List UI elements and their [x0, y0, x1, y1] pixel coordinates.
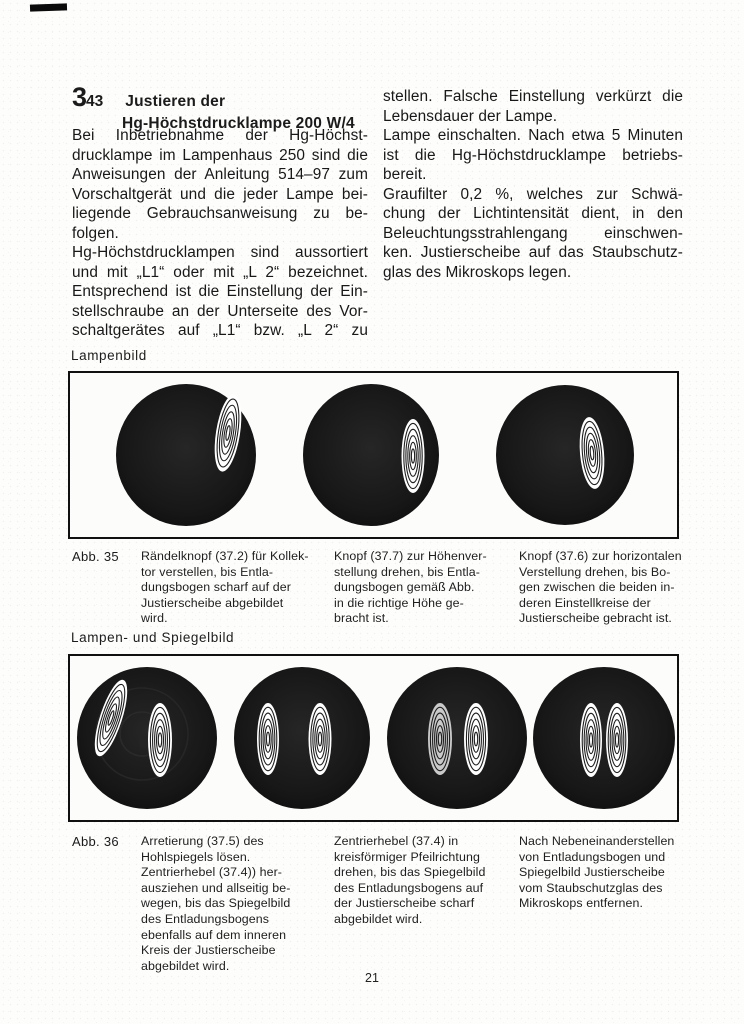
text-line: wird.: [141, 611, 168, 626]
text-line: der Justierscheibe scharf: [334, 896, 475, 911]
text-line: bracht ist.: [334, 611, 389, 626]
text-line: bereit.: [383, 166, 427, 184]
text-line: Justierscheibe gebracht ist.: [519, 611, 672, 626]
text-line: Arretierung (37.5) des: [141, 834, 264, 848]
mirror-image-1: [77, 667, 217, 809]
caption-abb35-col3: [519, 549, 699, 627]
figure-lampenbild-image: [70, 373, 677, 537]
text-line: Justierscheibe abgebildet: [141, 595, 284, 610]
text-line: abgebildet wird.: [334, 911, 423, 926]
text-line: des Entladungsbogens: [141, 911, 270, 926]
text-line: Graufilter 0,2 %, welches zur Schwä-: [383, 185, 683, 203]
text-line: Entsprechend ist die Einstellung der Ein-: [72, 283, 368, 301]
scan-artifact-mark: [30, 3, 67, 11]
text-line: schaltgerätes auf „L1“ bzw. „L 2“ zu: [72, 322, 368, 340]
text-line: Beleuchtungsstrahlengang einschwen-: [383, 224, 683, 242]
text-line: stellen. Falsche Einstellung verkürzt die: [383, 88, 683, 105]
caption-abb36-col1: [141, 834, 331, 974]
text-line: vom Staubschutzglas des: [519, 880, 663, 895]
text-line: Rändelknopf (37.2) für Kollek-: [141, 549, 309, 563]
figure-label-lampenbild: Lampenbild: [71, 348, 147, 363]
heading-title-line2: Hg-Höchstdrucklampe 200 W/4: [122, 115, 355, 132]
text-line: ken. Justierscheibe auf das Staubschutz-: [383, 244, 683, 262]
text-line: Anweisungen der Anleitung 514–97 zum: [72, 166, 368, 184]
text-line: Hg-Höchstdrucklampen sind aussortiert: [72, 244, 368, 262]
text-line: Bei Inbetriebnahme der Hg-Höchst-: [72, 127, 368, 144]
text-line: des Entladungsbogens auf: [334, 880, 484, 895]
lamp-image-3: [496, 385, 634, 525]
text-line: folgen.: [72, 224, 119, 242]
text-line: tor verstellen, bis Entla-: [141, 564, 274, 579]
text-line: drucklampe im Lampenhaus 250 sind die: [72, 146, 368, 164]
caption-abb35-col2: [334, 549, 509, 627]
text-line: drehen, bis das Spiegelbild: [334, 865, 486, 880]
text-line: Vorschaltgerät und die jeder Lampe bei-: [72, 185, 368, 203]
text-line: ebenfalls auf dem inneren: [141, 927, 287, 942]
text-line: Kreis der Justierscheibe: [141, 943, 276, 958]
page-number: 21: [365, 971, 379, 985]
text-line: kreisförmiger Pfeilrichtung: [334, 849, 480, 864]
text-line: Verstellung drehen, bis Bo-: [519, 564, 671, 579]
text-line: dungsbogen scharf auf der: [141, 580, 291, 595]
caption-tag-abb36: Abb. 36: [72, 834, 119, 849]
figure-label-lampen-und-spiegelbild: Lampen- und Spiegelbild: [71, 630, 235, 645]
lamp-image-2: [303, 384, 439, 526]
text-line: ausziehen und allseitig be-: [141, 880, 291, 895]
text-line: Nach Nebeneinanderstellen: [519, 834, 675, 848]
text-column-right: [383, 87, 683, 282]
text-line: gen zwischen die beiden in-: [519, 580, 675, 595]
text-line: wegen, bis das Spiegelbild: [141, 896, 291, 911]
text-line: Knopf (37.6) zur horizontalen: [519, 549, 682, 563]
text-line: Spiegelbild Justierscheibe: [519, 865, 665, 880]
text-line: glas des Mikroskops legen.: [383, 263, 572, 281]
mirror-image-2: [234, 667, 370, 809]
text-line: Zentrierhebel (37.4) in: [334, 834, 459, 848]
caption-tag-abb35: Abb. 35: [72, 549, 119, 564]
figure-spiegelbild-image: [70, 656, 677, 820]
section-number: 43: [86, 93, 104, 110]
text-line: Mikroskops entfernen.: [519, 896, 643, 911]
caption-abb36-col2: [334, 834, 509, 928]
text-line: und mit „L1“ oder mit „L 2“ bezeichnet.: [72, 263, 368, 281]
mirror-image-4: [533, 667, 675, 809]
text-line: deren Einstellkreise der: [519, 595, 651, 610]
chapter-number: 3: [72, 82, 87, 112]
text-line: Zentrierhebel (37.4)) her-: [141, 865, 283, 880]
figure-lampenbild-frame: [68, 371, 679, 539]
text-line: Hohlspiegels lösen.: [141, 849, 251, 864]
text-line: liegende Gebrauchsanweisung zu be-: [72, 205, 368, 223]
text-column-left: [72, 126, 368, 341]
text-line: stellschraube an der Unterseite des Vor-: [72, 302, 368, 320]
text-line: von Entladungsbogen und: [519, 849, 666, 864]
lamp-image-1: [116, 384, 256, 526]
text-line: in die richtige Höhe ge-: [334, 595, 464, 610]
caption-abb36-col3: [519, 834, 699, 912]
text-line: chung der Lichtintensität dient, in den: [383, 205, 683, 223]
text-line: abgebildet wird.: [141, 958, 230, 973]
figure-spiegelbild-frame: [68, 654, 679, 822]
text-line: Lampe einschalten. Nach etwa 5 Minuten: [383, 127, 683, 145]
text-line: Lebensdauer der Lampe.: [383, 107, 558, 125]
text-line: stellung drehen, bis Entla-: [334, 564, 480, 579]
caption-abb35-col1: [141, 549, 331, 627]
text-line: ist die Hg-Höchstdrucklampe betriebs-: [383, 146, 683, 164]
text-line: dungsbogen gemäß Abb.: [334, 580, 475, 595]
text-line: Knopf (37.7) zur Höhenver-: [334, 549, 487, 563]
heading-title-line1: Justieren der: [125, 93, 226, 110]
mirror-image-3: [387, 667, 527, 809]
